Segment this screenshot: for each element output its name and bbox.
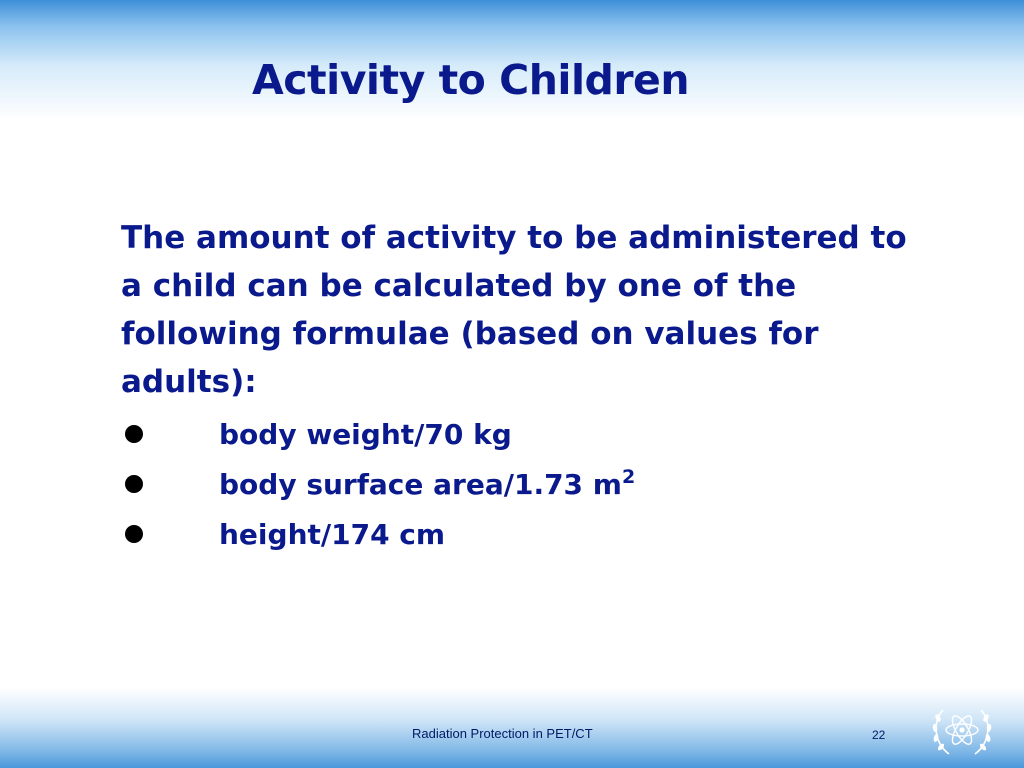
superscript: 2 (621, 466, 636, 488)
bullet-icon (125, 425, 143, 443)
bullet-icon (125, 525, 143, 543)
atom-olive-wreath-logo-icon (929, 700, 995, 762)
intro-paragraph: The amount of activity to be administered to a child can be calculated by one of the following formulae (based on values for adults): (121, 220, 907, 400)
slide-title: Activity to Children (252, 56, 690, 104)
bullet-icon (125, 475, 143, 493)
list-item-text: body surface area/1.73 $m^2$ (219, 466, 636, 501)
list-item-text: body weight/70 kg (219, 418, 512, 451)
list-item-text: height/174 cm (219, 518, 446, 551)
page-number: 22 (872, 728, 886, 742)
footer-course-title: Radiation Protection in PET/CT (412, 726, 593, 741)
